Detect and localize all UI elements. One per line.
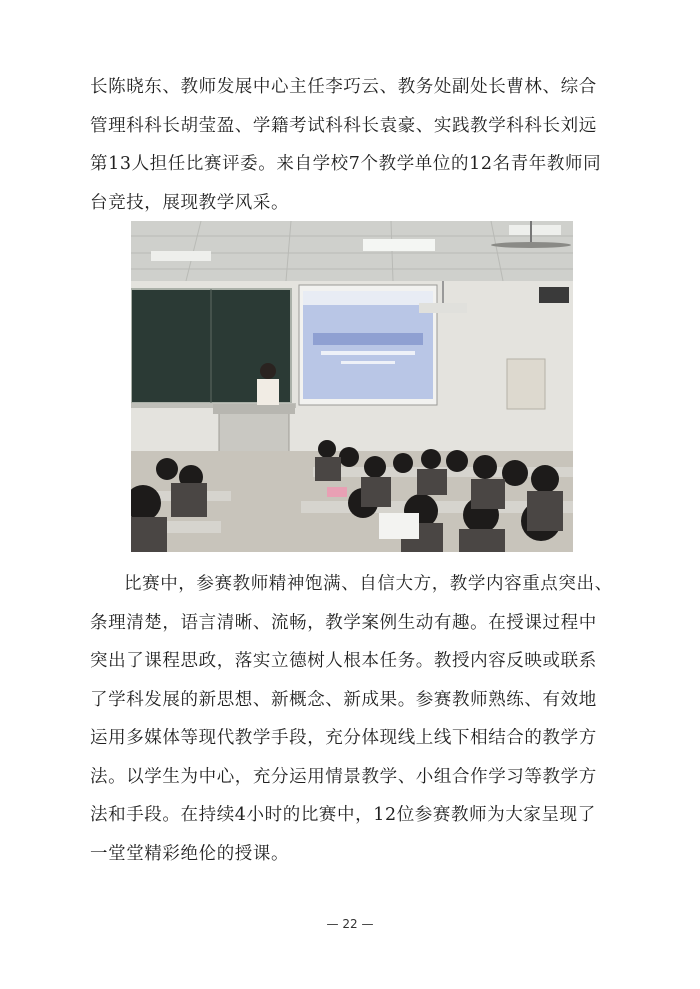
text-line: 突出了课程思政，落实立德树人根本任务。教授内容反映或联系 (90, 651, 597, 671)
page-number: — 22 — (326, 917, 374, 931)
text-line: 法和手段。在持续4小时的比赛中，12位参赛教师为大家呈现了 (90, 805, 596, 825)
text-line: 运用多媒体等现代教学手段，充分体现线上线下相结合的教学方 (90, 728, 597, 748)
text-line: 了学科发展的新思想、新概念、新成果。参赛教师熟练、有效地 (90, 689, 597, 710)
text-line: 台竞技，展现教学风采。 (90, 192, 290, 213)
text-line: 长陈晓东、教师发展中心主任李巧云、教务处副处长曹林、综合 (90, 77, 597, 97)
paragraph-competition (90, 565, 620, 873)
text-line: 法。以学生为中心，充分运用情景教学、小组合作学习等教学方 (90, 766, 597, 787)
text-line: 管理科科长胡莹盈、学籍考试科科长袁豪、实践教学科科长刘远 (90, 115, 597, 136)
classroom-photo (131, 221, 573, 552)
paragraph-judges (90, 68, 620, 222)
text-line: 一堂堂精彩绝伦的授课。 (90, 843, 290, 864)
text-line: 第13人担任比赛评委。来自学校7个教学单位的12名青年教师同 (90, 154, 602, 174)
text-line: 比赛中，参赛教师精神饱满、自信大方，教学内容重点突出、 (124, 574, 613, 594)
text-line: 条理清楚，语言清晰、流畅，教学案例生动有趣。在授课过程中 (90, 612, 597, 633)
